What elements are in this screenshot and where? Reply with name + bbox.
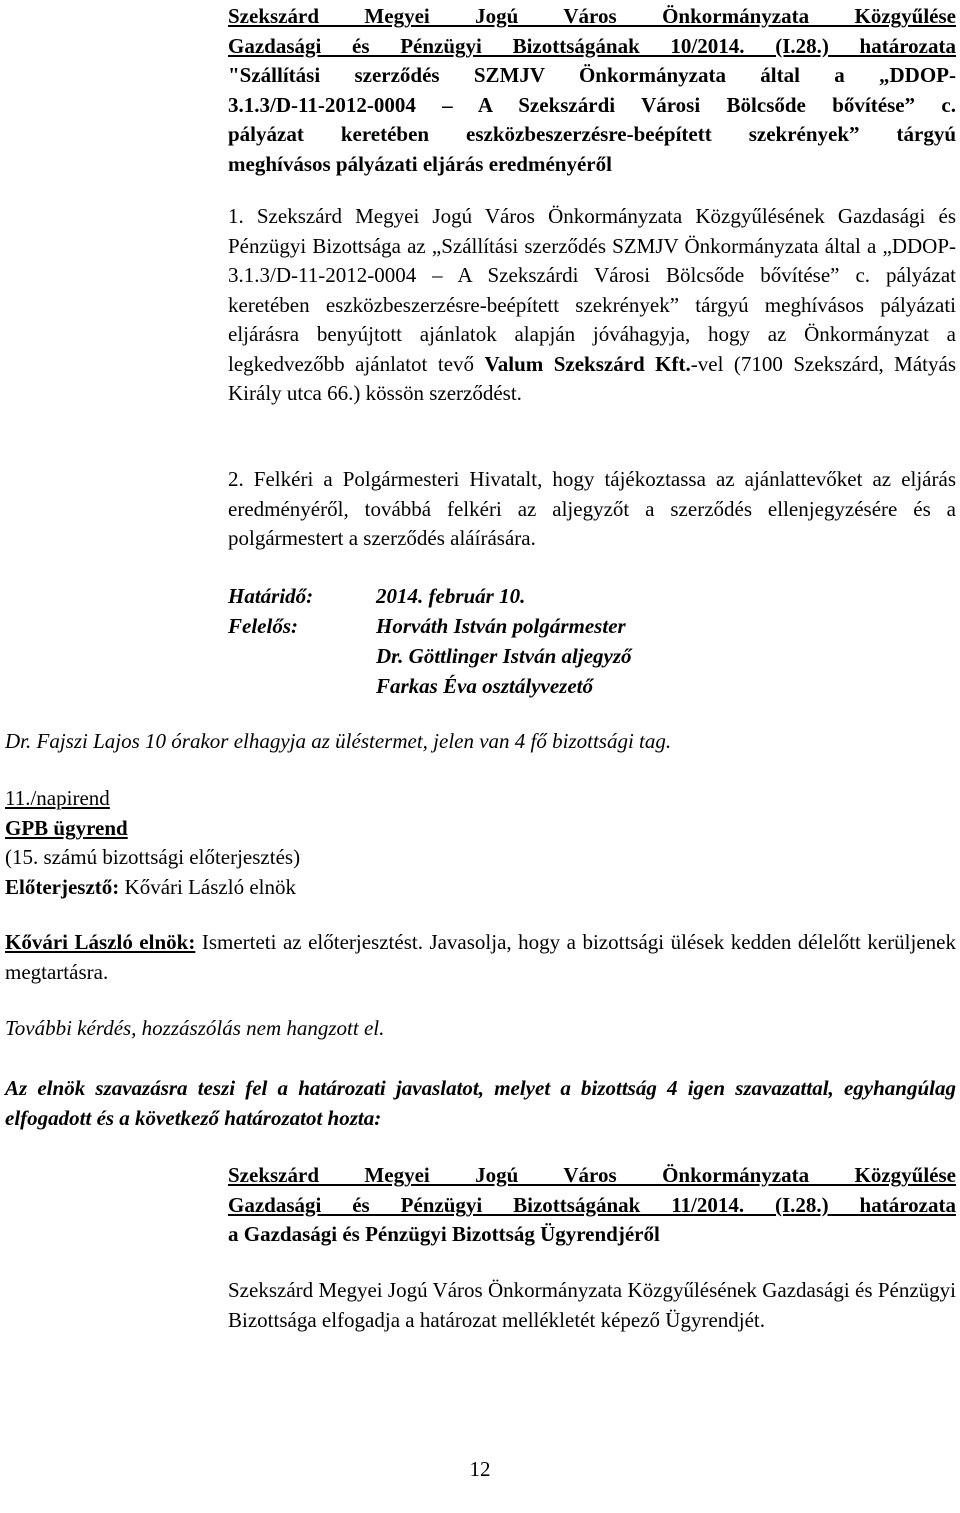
deadline-label: Határidő: bbox=[228, 584, 314, 608]
heading-line: pályázat keretében eszközbeszerzésre-beépített szekrények” tárgyú bbox=[228, 122, 956, 146]
resolution-11-heading bbox=[228, 1161, 956, 1250]
resolution-10-heading bbox=[228, 2, 956, 179]
member-leave-note: Dr. Fajszi Lajos 10 órakor elhagyja az üléstermet, jelen van 4 fő bizottsági tag. bbox=[5, 729, 672, 753]
point-1-text-end: -vel (7100 Szekszárd, Mátyás Király utca 66.) kössön szerződést. bbox=[228, 351, 957, 405]
resolution-11-body: Szekszárd Megyei Jogú Város Önkormányzata Közgyűlésének Gazdasági és Pénzügyi Bizottsága elfogadja a határozat mellékletét képező Ügyrendjét. bbox=[228, 1278, 956, 1332]
presenter-name: Kővári László elnök bbox=[119, 874, 296, 899]
proposal-number: (15. számú bizottsági előterjesztés) bbox=[5, 845, 301, 869]
heading-line: 3.1.3/D-11-2012-0004 – A Szekszárdi Városi Bölcsőde bővítése” c. bbox=[228, 92, 956, 117]
presenter-label: Előterjesztő: bbox=[5, 874, 120, 899]
deadline-block bbox=[228, 581, 632, 701]
heading-line: "Szállítási szerződés SZMJV Önkormányzata által a „DDOP- bbox=[228, 63, 956, 87]
heading-line: Gazdasági és Pénzügyi Bizottságának 11/2014. (I.28.) határozata bbox=[228, 1192, 956, 1217]
heading-line: Szekszárd Megyei Jogú Város Önkormányzata Közgyűlése bbox=[228, 4, 956, 28]
heading-line: a Gazdasági és Pénzügyi Bizottság Ügyrendjéről bbox=[228, 1222, 660, 1246]
no-questions-note: További kérdés, hozzászólás nem hangzott el. bbox=[5, 1016, 385, 1040]
speaker-name: Kővári László elnök: bbox=[5, 930, 196, 954]
deadline-value: 2014. február 10. bbox=[376, 584, 526, 608]
agenda-block bbox=[5, 784, 956, 902]
agenda-title: GPB ügyrend bbox=[5, 815, 128, 840]
page-number: 12 bbox=[469, 1457, 491, 1481]
resolution-10-point-1 bbox=[228, 202, 956, 409]
winner-company: Valum Szekszárd Kft. bbox=[484, 351, 691, 376]
resolution-10-point-2: 2. Felkéri a Polgármesteri Hivatalt, hogy tájékoztassa az ajánlattevőket az eljárás eredményéről, továbbá felkéri az aljegyzőt a szerződés ellenjegyzésére és a polgármestert a szerződés aláírására. bbox=[228, 467, 956, 550]
chair-speech bbox=[5, 928, 956, 987]
heading-line: meghívásos pályázati eljárás eredményéről bbox=[228, 151, 612, 176]
speech-text: Ismerteti az előterjesztést. Javasolja, hogy a bizottsági ülések kedden délelőtt kerüljenek megtartásra. bbox=[5, 930, 956, 984]
responsible-person: Farkas Éva osztályvezető bbox=[376, 674, 593, 698]
agenda-number: 11./napirend bbox=[5, 786, 110, 810]
vote-statement: Az elnök szavazásra teszi fel a határozati javaslatot, melyet a bizottság 4 igen szavazattal, egyhangúlag elfogadott és a következő határozatot hozta: bbox=[5, 1076, 956, 1130]
heading-line: Gazdasági és Pénzügyi Bizottságának 10/2014. (I.28.) határozata bbox=[228, 33, 956, 58]
responsible-person: Horváth István polgármester bbox=[376, 614, 626, 638]
heading-line: Szekszárd Megyei Jogú Város Önkormányzata Közgyűlése bbox=[228, 1163, 956, 1187]
point-1-text: 1. Szekszárd Megyei Jogú Város Önkormányzata Közgyűlésének Gazdasági és Pénzügyi Bizottsága az „Szállítási szerződés SZMJV Önkormányzata által a „DDOP-3.1.3/D-11-2012-0004 – A Szekszárdi Városi Bölcsőde bővítése” c. pályázat keretében eszközbeszerzésre-beépített szekrények” tárgyú meghívásos pályázati eljárásra benyújtott ajánlatok alapján jóváhagyja, hogy az Önkormányzat a legkedvezőbb ajánlatot tevő bbox=[228, 204, 956, 376]
responsible-label: Felelős: bbox=[228, 614, 298, 638]
responsible-person: Dr. Göttlinger István aljegyző bbox=[376, 644, 632, 668]
